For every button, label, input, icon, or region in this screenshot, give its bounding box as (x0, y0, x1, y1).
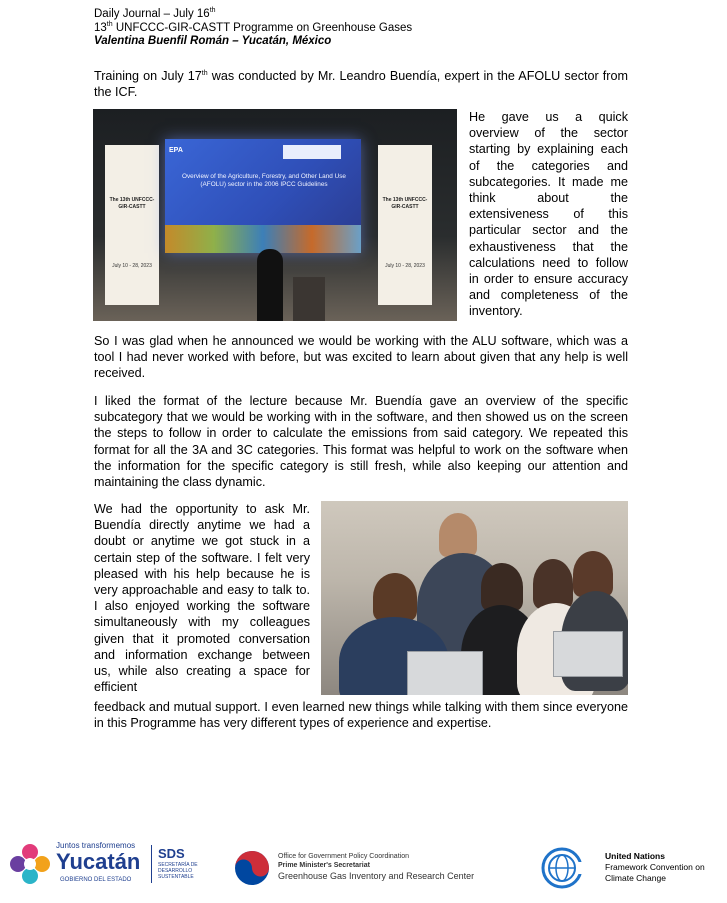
podium (293, 277, 325, 321)
laptop-2 (553, 631, 623, 677)
un-line-3: Climate Change (605, 873, 666, 883)
slide-image-strip (165, 225, 361, 253)
korea-taegeuk-icon (234, 850, 270, 886)
laptop-1 (407, 651, 483, 695)
un-line-1: United Nations (605, 851, 665, 861)
header-date-line: Daily Journal – July 16th (94, 7, 216, 20)
lecture-photo (93, 109, 457, 321)
speaker-figure (257, 249, 283, 321)
paragraph-alu-software: So I was glad when he announced we would be working with the ALU software, which was a tool I had never worked with before, but was excited to learn about given that any help is well received. (94, 334, 628, 381)
un-line-2: Framework Convention on (605, 862, 705, 872)
programme-banner-left: The 13th UNFCCC-GIR-CASTT July 10 - 28, 2023 (105, 145, 159, 305)
participant-head-2 (481, 563, 523, 611)
korea-line-1: Office for Government Policy Coordination (278, 853, 409, 860)
slide-logo-box (283, 145, 341, 159)
intro-paragraph: Training on July 17th was conducted by Mr. Leandro Buendía, expert in the AFOLU sector from the ICF. (94, 69, 628, 100)
paragraph-closing: feedback and mutual support. I even learned new things while talking with them since everyone in this Programme has very different types of experience and expertise. (94, 700, 628, 731)
sds-subtitle: SECRETARÍA DE DESARROLLO SUSTENTABLE (158, 862, 198, 880)
group-work-photo (321, 501, 628, 695)
participant-head-3 (533, 559, 573, 609)
paragraph-lecture-format: I liked the format of the lecture because Mr. Buendía gave an overview of the specific subcategory that we would be working with in the software, and then showed us on the screen the steps to follow in order to calculate the emissions from said category. We repeated this format for all the 3A and 3C categories. This format was helpful to work on the software when the information for the specific category is still fresh, while also keeping our attention and maintaining the class dynamic. (94, 394, 628, 490)
yucatan-wordmark: Yucatán (56, 849, 141, 874)
yucatan-tagline: Juntos transformemos (56, 841, 136, 850)
instructor-head (439, 513, 477, 557)
header-author-line: Valentina Buenfil Román – Yucatán, México (94, 35, 332, 47)
paragraph-overview: He gave us a quick overview of the sector starting by explaining each of the categories and subcategories. It made me think about the extensiveness of this particular sector and the exhaustiveness that the calculations need to follow in order to ensure accuracy and completeness of the inventory. (469, 110, 628, 319)
participant-head-1 (373, 573, 417, 621)
sds-wordmark: SDS (158, 846, 185, 861)
header-programme-line: 13th UNFCCC-GIR-CASTT Programme on Greenhouse Gases (94, 20, 413, 34)
epa-logo: EPA (169, 147, 183, 154)
projection-screen (165, 139, 361, 253)
yucatan-flower-icon (8, 842, 52, 886)
slide-title: Overview of the Agriculture, Forestry, and Other Land Use (AFOLU) sector in the 2006 IPCC Guidelines (182, 173, 346, 188)
journal-header (94, 8, 412, 49)
paragraph-asking-questions: We had the opportunity to ask Mr. Buendía directly anytime we had a doubt or anytime we got stuck in a certain step of the software. I felt very pleased with his help because he is very approachable and easy to talk to. I also enjoyed working the software simultaneously with my colleagues given that it promoted conversation and information exchange between us, while also creating a space for efficient (94, 502, 310, 695)
korea-line-2: Prime Minister's Secretariat (278, 862, 370, 869)
logo-divider (151, 845, 152, 883)
unfccc-globe-icon (540, 846, 584, 890)
korea-line-3: Greenhouse Gas Inventory and Research Center (278, 871, 475, 881)
programme-banner-right: The 13th UNFCCC-GIR-CASTT July 10 - 28, 2023 (378, 145, 432, 305)
yucatan-subtitle: GOBIERNO DEL ESTADO (60, 877, 132, 883)
